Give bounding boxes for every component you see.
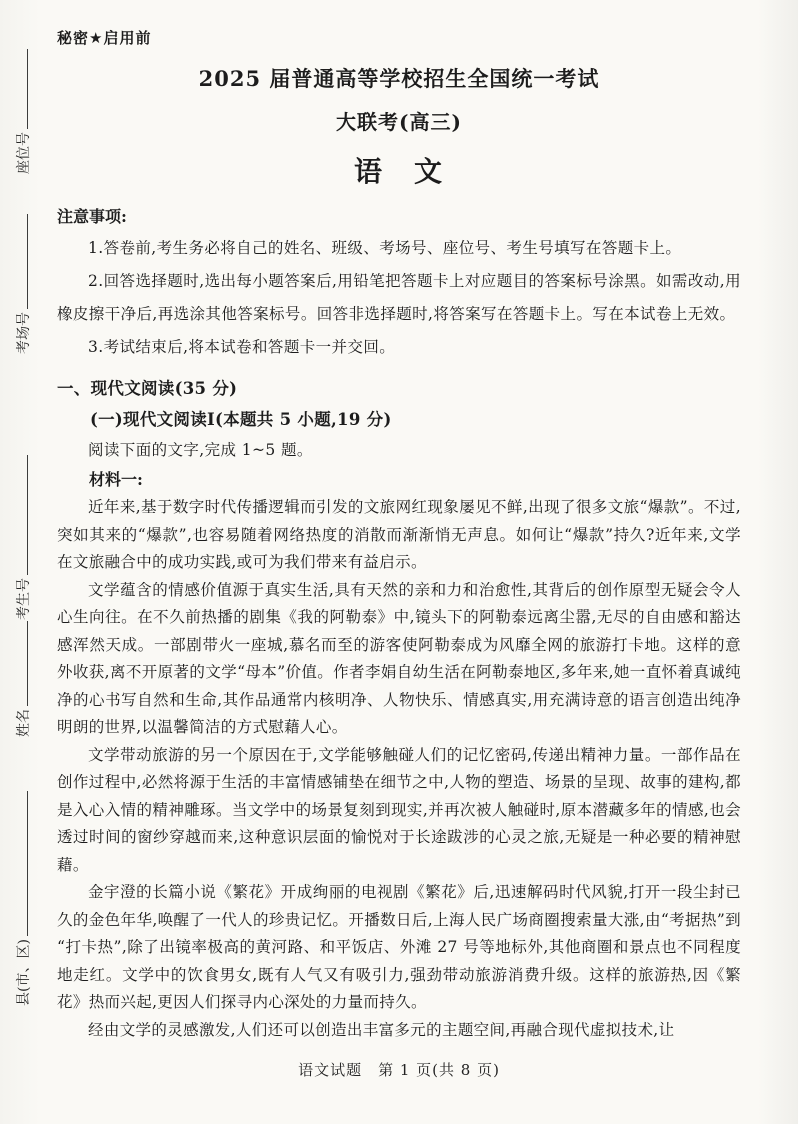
subject-title: 语 文 xyxy=(353,155,444,188)
notice-item-1: 1.答卷前,考生务必将自己的姓名、班级、考场号、座位号、考生号填写在答题卡上。 xyxy=(88,239,682,257)
candidate-number-label: 考生号 xyxy=(16,578,32,620)
candidate-number-blank xyxy=(22,455,28,575)
material-one-label: 材料一: xyxy=(89,470,143,489)
exam-subtitle: 大联考(高三) xyxy=(336,110,462,134)
exam-room-label: 考场号 xyxy=(16,312,32,354)
binding-margin xyxy=(0,0,52,1124)
material-paragraph-4: 金宇澄的长篇小说《繁花》开成绚丽的电视剧《繁花》后,迅速解码时代风貌,打开一段尘封已久的金色年华,唤醒了一代人的珍贵记忆。开播数日后,上海人民广场商圈搜索量大涨,由“考据热”到“打卡热”,除了出镜率极高的黄河路、和平饭店、外滩 27 号等地标外,其他商圈和景点也不同程度地走红。文学中的饮食男女,既有人气又有吸引力,强劲带动旅游消费升级。这样的旅游热,因《繁花》热而兴起,更因人们探寻内心深处的力量而持久。 xyxy=(57,883,741,1011)
material-paragraph-2: 文学蕴含的情感价值源于真实生活,具有天然的亲和力和治愈性,其背后的创作原型无疑会令人心生向往。在不久前热播的剧集《我的阿勒泰》中,镜头下的阿勒泰远离尘嚣,无尽的自由感和豁达感浑然天成。一部剧带火一座城,慕名而至的游客使阿勒泰成为风靡全网的旅游打卡地。这样的意外收获,离不开原著的文学“母本”价值。作者李娟自幼生活在阿勒泰地区,多年来,她一直怀着真诚纯净的心书写自然和生命,其作品通常内核明净、人物快乐、情感真实,用充满诗意的语言创造出纯净明朗的世界,以温馨简洁的方式慰藉人心。 xyxy=(57,580,741,736)
notice-item-2: 2.回答选择题时,选出每小题答案后,用铅笔把答题卡上对应题目的答案标号涂黑。如需改动,用橡皮擦干净后,再选涂其他答案标号。回答非选择题时,将答案写在答题卡上。写在本试卷上无效。 xyxy=(57,272,741,323)
material-paragraph-1: 近年来,基于数字时代传播逻辑而引发的文旅网红现象屡见不鲜,出现了很多文旅“爆款”。不过,突如其来的“爆款”,也容易随着网络热度的消散而渐渐悄无声息。如何让“爆款”持久?近年来,文学在文旅融合中的成功实践,或可为我们带来有益启示。 xyxy=(57,498,741,571)
seat-number-label: 座位号 xyxy=(16,132,32,174)
classification-label: 秘密★启用前 xyxy=(57,30,152,47)
page-footer: 语文试题 第 1 页(共 8 页) xyxy=(298,1061,500,1079)
name-blank xyxy=(22,621,28,706)
name-label: 姓名 xyxy=(16,709,32,737)
exam-room-blank xyxy=(22,214,28,309)
county-blank xyxy=(22,791,28,936)
exam-title: 2025 届普通高等学校招生全国统一考试 xyxy=(198,66,600,91)
page-content xyxy=(57,0,741,1044)
notice-heading: 注意事项: xyxy=(57,207,127,226)
subpart-heading: (一)现代文阅读Ⅰ(本题共 5 小题,19 分) xyxy=(90,410,392,429)
seat-number-blank xyxy=(22,49,28,129)
part-heading: 一、现代文阅读(35 分) xyxy=(57,379,238,398)
notice-item-3: 3.考试结束后,将本试卷和答题卡一并交回。 xyxy=(88,338,396,356)
reading-section xyxy=(57,373,741,1044)
material-paragraph-5: 经由文学的灵感激发,人们还可以创造出丰富多元的主题空间,再融合现代虚拟技术,让 xyxy=(88,1020,675,1039)
notice-section xyxy=(57,202,741,364)
candidate-number-field xyxy=(13,455,33,620)
exam-room-field xyxy=(13,214,33,354)
material-paragraph-3: 文学带动旅游的另一个原因在于,文学能够触碰人们的记忆密码,传递出精神力量。一部作品在创作过程中,必然将源于生活的丰富情感铺垫在细节之中,人物的塑造、场景的呈现、故事的建构,都是入心入情的精神雕琢。当文学中的场景复刻到现实,并再次被人触碰时,原本潜藏多年的情感,也会透过时间的窗纱穿越而来,这种意识层面的愉悦对于长途跋涉的心灵之旅,无疑是一种必要的精神慰藉。 xyxy=(57,745,741,874)
county-label: 县(市、区) xyxy=(16,939,32,1006)
county-field xyxy=(13,791,33,1006)
name-field xyxy=(13,621,33,737)
seat-number-field xyxy=(13,49,33,174)
reading-instruction: 阅读下面的文字,完成 1~5 题。 xyxy=(88,441,313,459)
